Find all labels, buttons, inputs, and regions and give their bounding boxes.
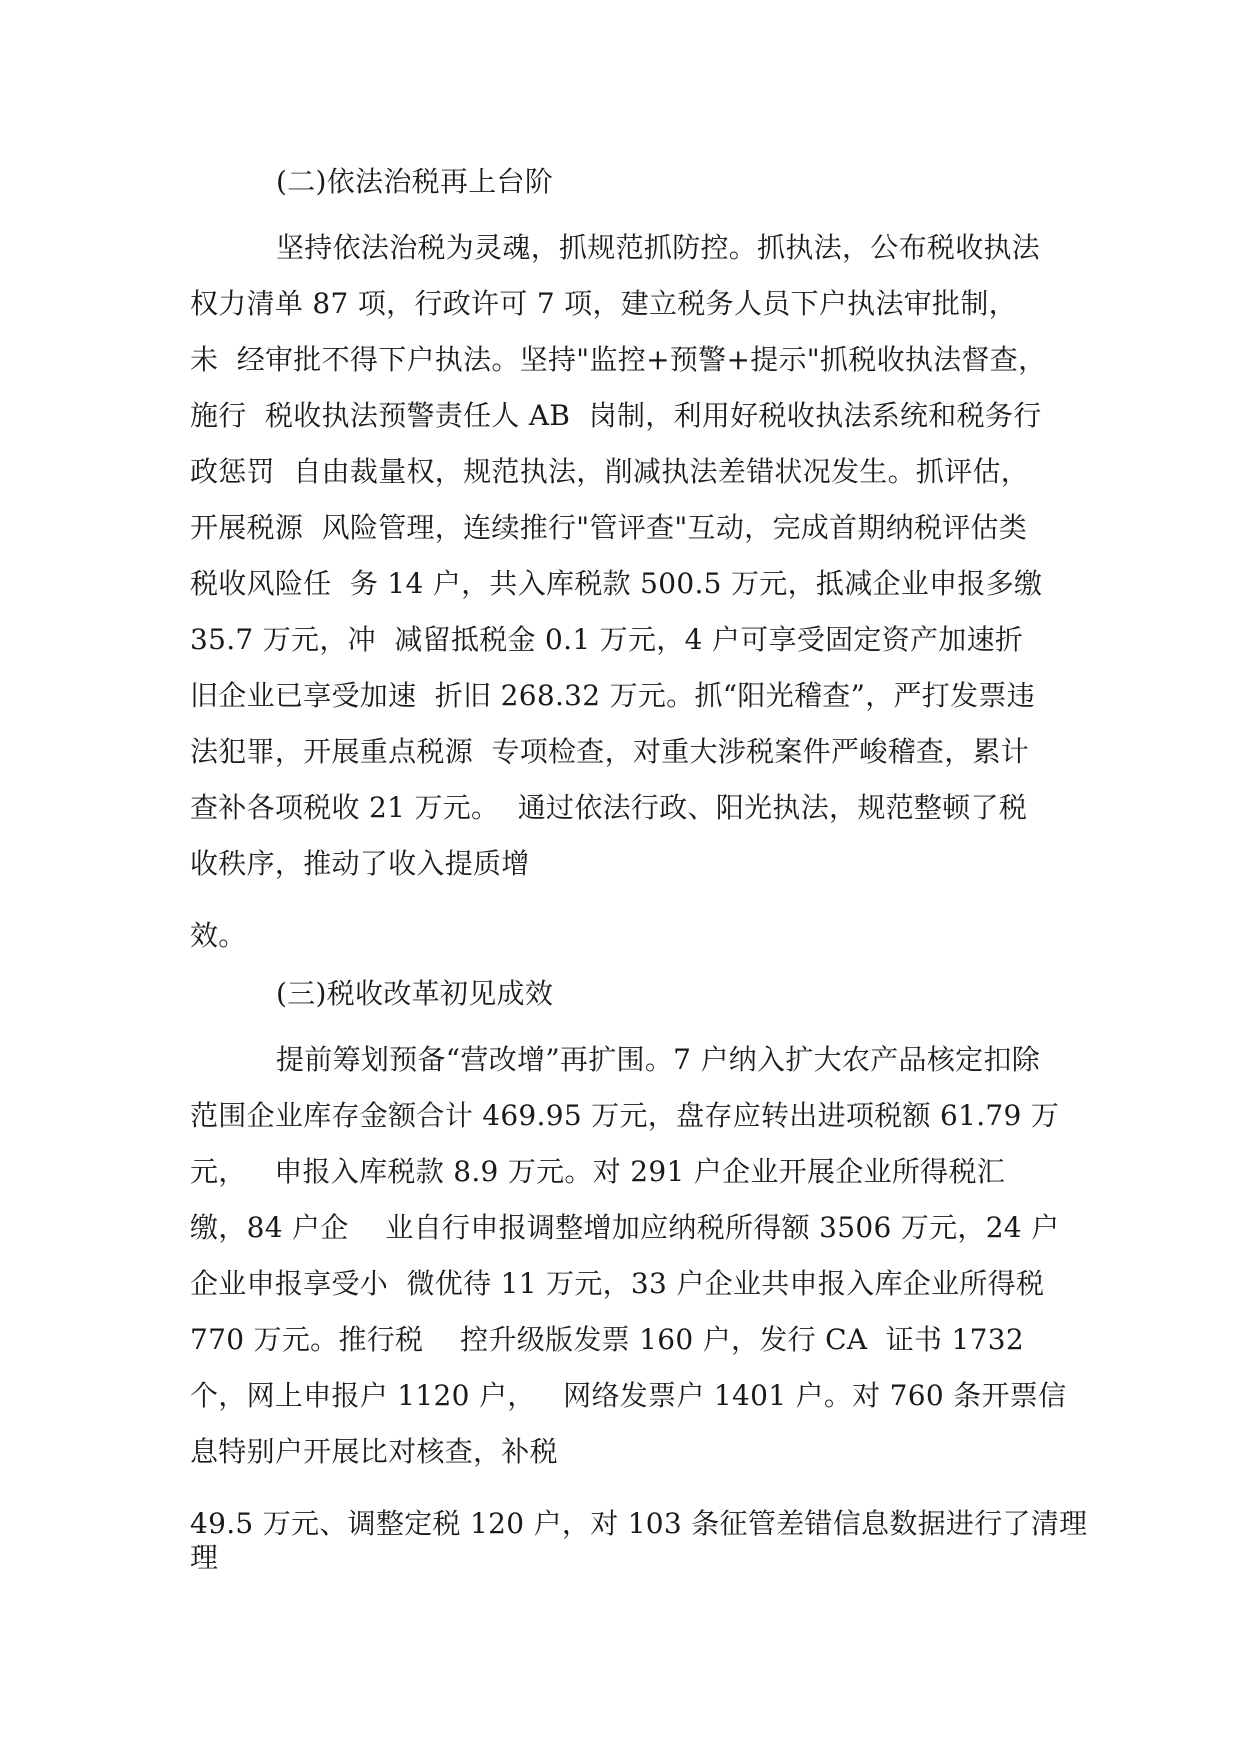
paragraph-line: 缴，84 户企 业自行申报调整增加应纳税所得额 3506 万元，24 户 bbox=[190, 1211, 1060, 1244]
paragraph-line: 税收风险任 务 14 户，共入库税款 500.5 万元，抵减企业申报多缴 bbox=[190, 567, 1043, 600]
paragraph-line: 施行 税收执法预警责任人 AB 岗制，利用好税收执法系统和税务行 bbox=[190, 399, 1042, 432]
paragraph-line: 查补各项税收 21 万元。 通过依法行政、阳光执法，规范整顿了税 bbox=[190, 791, 1028, 824]
paragraph-line: 49.5 万元、调整定税 120 户，对 103 条征管差错信息数据进行了清理 bbox=[190, 1507, 1088, 1540]
paragraph-line: 提前筹划预备“营改增”再扩围。7 户纳入扩大农产品核定扣除 bbox=[276, 1043, 1041, 1076]
section-heading: (三)税收改革初见成效 bbox=[276, 977, 554, 1010]
paragraph-line: 政惩罚 自由裁量权，规范执法，削减执法差错状况发生。抓评估， bbox=[190, 455, 1030, 488]
paragraph-line: 范围企业库存金额合计 469.95 万元，盘存应转出进项税额 61.79 万 bbox=[190, 1099, 1060, 1132]
paragraph-line: 开展税源 风险管理，连续推行"管评查"互动，完成首期纳税评估类 bbox=[190, 511, 1028, 544]
paragraph-line: 未 经审批不得下户执法。坚持"监控+预警+提示"抓税收执法督查， bbox=[190, 343, 1047, 376]
paragraph-line: 个，网上申报户 1120 户， 网络发票户 1401 户。对 760 条开票信 bbox=[190, 1379, 1067, 1412]
paragraph-line: 效。 bbox=[190, 919, 247, 952]
paragraph-line: 法犯罪，开展重点税源 专项检查，对重大涉税案件严峻稽查，累计 bbox=[190, 735, 1030, 768]
paragraph-line: 35.7 万元，冲 减留抵税金 0.1 万元，4 户可享受固定资产加速折 bbox=[190, 623, 1024, 656]
paragraph-line: 元， 申报入库税款 8.9 万元。对 291 户企业开展企业所得税汇 bbox=[190, 1155, 1006, 1188]
paragraph-line: 企业申报享受小 微优待 11 万元，33 户企业共申报入库企业所得税 bbox=[190, 1267, 1045, 1300]
paragraph-line: 770 万元。推行税 控升级版发票 160 户，发行 CA 证书 1732 bbox=[190, 1323, 1024, 1356]
section-heading: (二)依法治税再上台阶 bbox=[276, 165, 554, 198]
paragraph-line: 息特别户开展比对核查，补税 bbox=[190, 1435, 558, 1468]
paragraph-line: 权力清单 87 项，行政许可 7 项，建立税务人员下户执法审批制， bbox=[190, 287, 1017, 320]
paragraph-line: 理 bbox=[190, 1541, 219, 1574]
paragraph-line: 坚持依法治税为灵魂，抓规范抓防控。抓执法，公布税收执法 bbox=[276, 231, 1041, 264]
paragraph-line: 旧企业已享受加速 折旧 268.32 万元。抓“阳光稽查”，严打发票违 bbox=[190, 679, 1036, 712]
paragraph-line: 收秩序，推动了收入提质增 bbox=[190, 847, 530, 880]
